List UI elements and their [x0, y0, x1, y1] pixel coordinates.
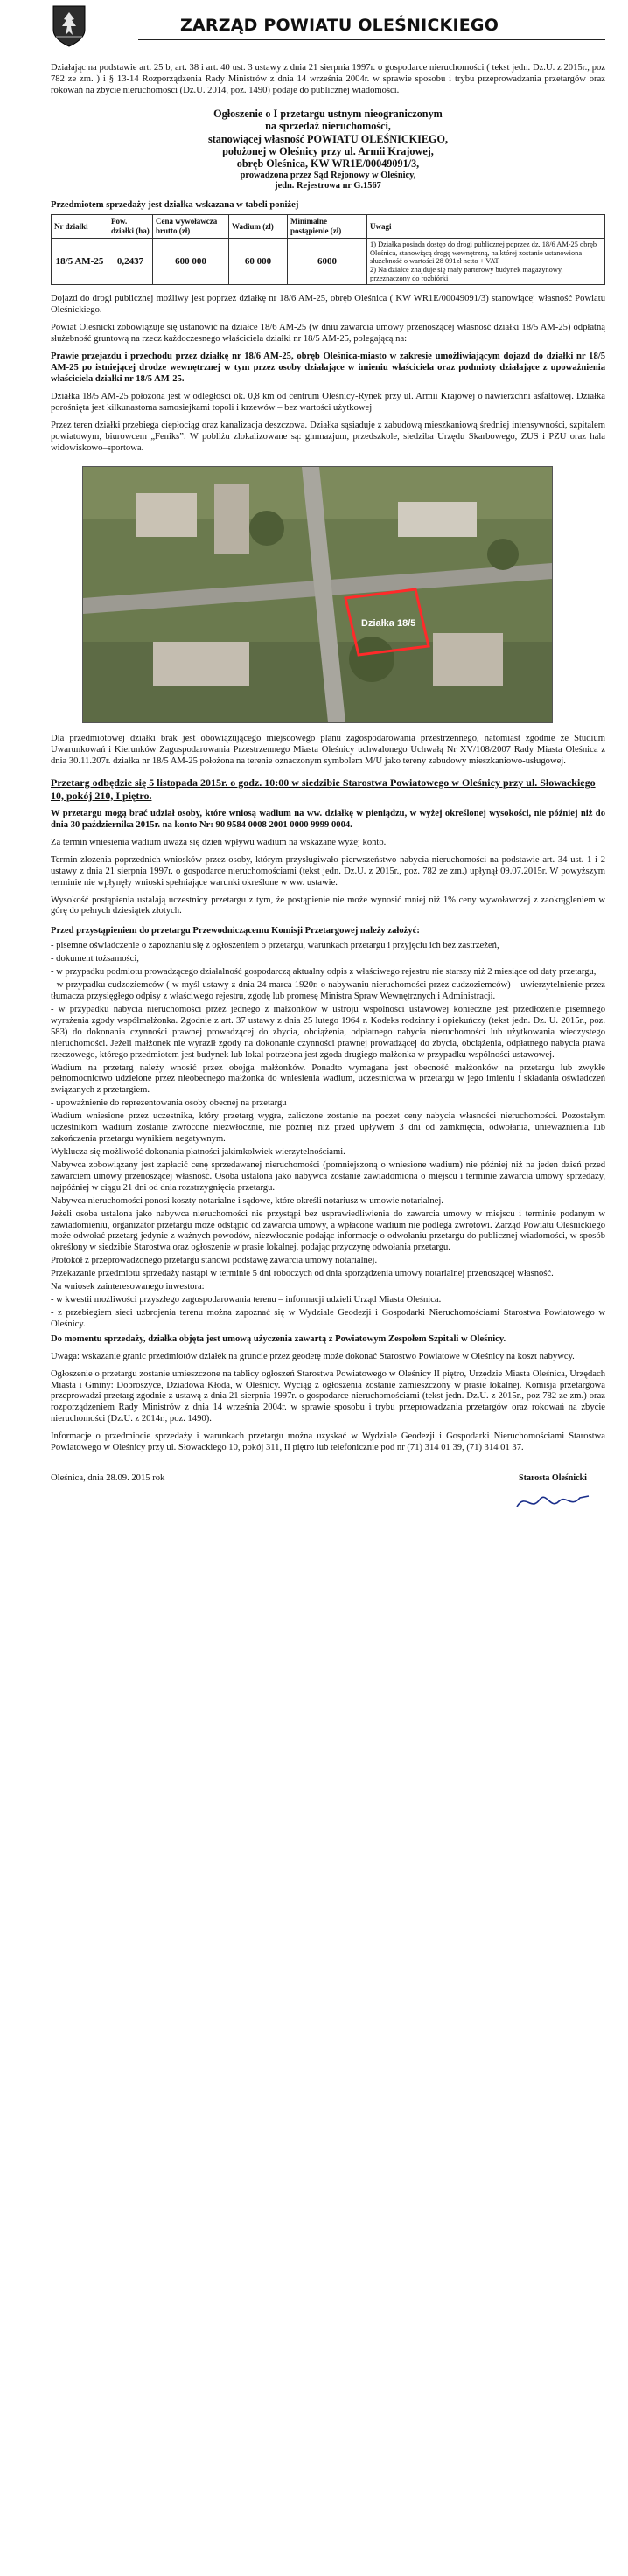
- legal-basis-paragraph: Działając na podstawie art. 25 b, art. 38 i art. 40 ust. 3 ustawy z dnia 21 sierpnia 1997r. o gospodarce nieruchomości ( tekst jedn. Dz.U. z 2015r., poz 782 ze zm. ) i § 13-14 Rozporządzenia Rady Ministrów z dnia 14 września 2004r. w sprawie sposobu i trybu przeprowadzania przetargów oraz rokowań na zbycie nieruchomości (Dz.U. 2014, poz. 1490) podaje do publicznej wiadomości.: [51, 63, 605, 95]
- list-item: Na wniosek zainteresowanego inwestora:: [51, 1282, 205, 1292]
- list-item: Wyklucza się możliwość dokonania płatności jakimkolwiek wierzytelnościami.: [51, 1146, 345, 1157]
- deposit-paragraph: W przetargu mogą brać udział osoby, które wniosą wadium na ww. działkę w pieniądzu, w wyżej określonej wysokości, nie później niż do dnia 30 października 2015r. na konto Nr: 90 9584 0008 2001 0000 9999 0004.: [51, 809, 605, 830]
- list-item: - pisemne oświadczenie o zapoznaniu się z ogłoszeniem o przetargu, warunkach przetargu i przyjęciu ich bez zastrzeżeń,: [51, 941, 499, 951]
- list-item: - w przypadku podmiotu prowadzącego działalność gospodarczą aktualny odpis z właściwego rejestru nie starszy niż 2 miesiące od daty przetargu,: [51, 967, 597, 978]
- remark-2: 2) Na działce znajduje się mały parterowy budynek magazynowy, przeznaczony do rozbiórki: [370, 266, 563, 282]
- aerial-photo: [82, 466, 553, 723]
- list-item: - w kwestii możliwości przyszłego zagospodarowania terenu – informacji udzieli Urząd Miasta Oleśnica.: [51, 1295, 442, 1305]
- deposit-note: Za termin wniesienia wadium uważa się dzień wpływu wadium na wskazane wyżej konto.: [51, 837, 387, 847]
- priority-term-paragraph: Termin złożenia poprzednich wniosków przez osoby, którym przysługiwało pierwszeństwo nabycia nieruchomości na podstawie art. 34 ust. 1 i 2 ustawy z dnia 21 sierpnia 1997r. o gospodarce nieruchomościami (tekst jedn. Dz.U. z 2015r., poz. 782 ze zm.) upłynął 09.07.2015r. W powyższym terminie nie wpłynęły wnioski spełniające warunki określone w ww. ustawie.: [51, 854, 605, 888]
- lease-note: Do momentu sprzedaży, działka objęta jest umową użyczenia zawartą z Powiatowym Zespołem Szpitali w Oleśnicy.: [51, 1333, 506, 1344]
- cell-remarks: [367, 239, 605, 285]
- list-item: Wadium wniesione przez uczestnika, który przetarg wygra, zaliczone zostanie na poczet ceny nabycia własności nieruchomości. Pozostałym uczestnikom wadium zostanie zwrócone niezwłocznie, nie później niż przed upływem 3 dni od zamknięcia, odwołania, unieważnienia lub zakończenia przetargu wynikiem negatywnym.: [51, 1111, 605, 1145]
- cell-min-bid: 6000: [288, 239, 367, 285]
- cell-deposit: 60 000: [229, 239, 288, 285]
- closing-paragraph: Ogłoszenie o przetargu zostanie umieszczone na tablicy ogłoszeń Starostwa Powiatowego w Oleśnicy II piętro, Urzędzie Miasta Oleśnica, Urzędach Miasta i Gminy: Dobroszyce, Dziadowa Kłoda, w Oleśnicy. Wyciąg z ogłoszenia zostanie zamieszczony w prasie lokalnej. Komisja przetargowa przeprowadzi przetarg zgodnie z ustawą z dnia 21 sierpnia 1997r. o gospodarce nieruchomościami (tekst jedn. Dz.U. z 2015r., poz 782 ze zm.) oraz rozporządzeniem Rady Ministrów z dnia 14 września 2004r. w sprawie sposobu i trybu przeprowadzania przetargów oraz rokowań na zbycie nieruchomości (Dz.U. z 2014r., poz. 1490).: [51, 1368, 605, 1424]
- list-item: - w przypadku nabycia nieruchomości przez jednego z małżonków w ustroju wspólności ustawowej konieczne jest przedłożenie pisemnego wyrażenia zgody współmałżonka. Zgodnie z art. 37 ustawy z dnia 25 lutego 1964 r. Kodeks rodzinny i opiekuńczy (tekst jedn. Dz. U. 2015r., poz. 583) do dokonania czynności prawnej prowadzącej do zbycia, obciążenia, odpłatnego nabycia nieruchomości lub użytkowania wieczystego nieruchomości. Jeżeli małżonek nie wyraził zgody na dokonanie czynności prawnej prowadzącej do zbycia, obciążenia, odpłatnego nabycia prawa rzeczowego, którego przedmiotem jest budynek lub lokal potrzebna jest zgoda drugiego małżonka w przypadku wspólności ustawowej.: [51, 1004, 605, 1060]
- list-item: Jeżeli osoba ustalona jako nabywca nieruchomości nie przystąpi bez usprawiedliwienia do zawarcia umowy w miejscu i terminie podanym w zawiadomieniu, organizator przetargu może odstąpić od zawarcia umowy, a wpłacone wadium nie podlega zwrotowi. Zarząd Powiatu Oleśnickiego może odwołać przetarg jedynie z ważnych powodów, niezwłocznie podając informacje o odwołaniu przetargu do publicznej wiadomości, w sposób określony w siedzibie Starostwa oraz ogłoszenie w prasie lokalnej, podając przyczynę odwołania przetargu.: [51, 1208, 605, 1253]
- list-item: - upoważnienie do reprezentowania osoby obecnej na przetargu: [51, 1098, 287, 1109]
- access-paragraph: Dojazd do drogi publicznej możliwy jest poprzez działkę nr 18/6 AM-25, obręb Oleśnica ( KW WR1E/00049091/3) stanowiącej własność Powiatu Oleśnickiego.: [51, 294, 605, 316]
- header-min-bid: Minimalne postąpienie (zł): [288, 215, 367, 239]
- list-item: Wadium na przetarg należy wnosić przez obojga małżonków. Ponadto wymagana jest obecność małżonków na przetargu lub zwykłe pełnomocnictwo udzielone przez nieobecnego małżonka do wniesienia wadium, uczestnictwa w przetargu w jego imieniu i składania oświadczeń związanych z przetargiem.: [51, 1062, 605, 1096]
- county-crest-icon: [52, 5, 86, 47]
- announcement-line-1: Ogłoszenie o I przetargu ustnym nieograniczonym: [213, 107, 443, 120]
- announcement-line-2: na sprzedaż nieruchomości,: [265, 120, 391, 133]
- announcement-line-4: położonej w Oleśnicy przy ul. Armii Krajowej,: [222, 144, 434, 157]
- easement-paragraph: Powiat Oleśnicki zobowiązuje się ustanowić na działce 18/6 AM-25 (w dniu zawarcia umowy przenoszącej własność działki 18/5 AM-25) odpłatną służebność gruntową na rzecz każdoczesnego właściciela działki nr 18/5 AM-25, polegającą na:: [51, 323, 605, 345]
- remark-1: 1) Działka posiada dostęp do drogi publicznej poprzez dz. 18/6 AM-25 obręb Oleśnica, stanowiącą drogę wewnętrzną, na której zostanie ustanowiona służebność o wartości 28 091zł netto + VAT: [370, 240, 597, 266]
- list-item: Protokół z przeprowadzonego przetargu stanowi podstawę zawarcia umowy notarialnej.: [51, 1256, 378, 1266]
- announcement-line-5: obręb Oleśnica, KW WR1E/00049091/3,: [236, 157, 420, 171]
- announcement-line-7: jedn. Rejestrowa nr G.1567: [275, 180, 381, 191]
- auction-date-line: Przetarg odbędzie się 5 listopada 2015r. o godz. 10:00 w siedzibie Starostwa Powiatowego w Oleśnicy przy ul. Słowackiego 10, pokój 210, I piętro.: [51, 776, 596, 802]
- cell-parcel: 18/5 AM-25: [52, 239, 108, 285]
- header-divider: [138, 39, 605, 40]
- list-item: - z przebiegiem sieci uzbrojenia terenu można zapoznać się w Wydziale Geodezji i Gospodarki Nieruchomościami Starostwa Powiatowego w Oleśnicy.: [51, 1307, 605, 1329]
- closing-paragraph: Uwaga: wskazanie granic przedmiotów działek na gruncie przez geodetę może dokonać Starostwo Powiatowe w Oleśnicy na koszt nabywcy.: [51, 1351, 575, 1361]
- announcement-heading: [51, 108, 605, 191]
- closing-paragraph: Informacje o przedmiocie sprzedaży i warunkach przetargu można uzyskać w Wydziale Geodezji i Gospodarki Nieruchomościami Starostwa Powiatowego w Oleśnicy przy ul. Słowackiego 10, pokój 311, II piętro lub telefonicznie pod nr (71) 314 01 39, (71) 314 01 37.: [51, 1431, 605, 1453]
- document-footer: [51, 1473, 605, 1517]
- header-deposit: Wadium (zł): [229, 215, 288, 239]
- location-paragraph: Działka 18/5 AM-25 położona jest w odległości ok. 0,8 km od centrum Oleśnicy-Rynek przy ul. Armii Krajowej o nawierzchni asfaltowej. Działka porośnięta jest kilkunastoma samosiejkami topoli i krzewów – bez wartości użytkowej: [51, 391, 605, 413]
- signature-block: [500, 1473, 605, 1517]
- header-area: Pow. działki (ha): [108, 215, 153, 239]
- cell-area: 0,2437: [108, 239, 153, 285]
- table-row: [52, 239, 605, 285]
- zoning-paragraph: Dla przedmiotowej działki brak jest obowiązującego miejscowego planu zagospodarowania przestrzennego, natomiast zgodnie ze Studium Uwarunkowań i Kierunków Zagospodarowania Przestrzennego Miasta Oleśnicy uchwalonego Uchwałą Nr XV/108/2007 Rady Miasta Oleśnica z dnia 30.11.207r. działka nr 18/5 AM-25 położona na terenie oznaczonym symbolem M/U jako tereny zabudowy mieszkaniowo-usługowej.: [51, 734, 605, 767]
- requirements-list: [51, 941, 605, 1331]
- requirements-title: Przed przystąpieniem do przetargu Przewodniczącemu Komisji Przetargowej należy założyć:: [51, 926, 420, 936]
- announcement-line-3: stanowiącej własność POWIATU OLEŚNICKIEGO,: [207, 132, 448, 145]
- list-item: - dokument tożsamości,: [51, 954, 139, 964]
- announcement-line-6: prowadzona przez Sąd Rejonowy w Oleśnicy,: [240, 170, 416, 180]
- signature-title: Starosta Oleśnicki: [519, 1473, 587, 1484]
- place-date: Oleśnica, dnia 28.09. 2015 rok: [51, 1473, 165, 1484]
- table-header-row: [52, 215, 605, 239]
- list-item: Nabywca nieruchomości ponosi koszty notarialne i sądowe, które określi notariusz w umowie notarialnej.: [51, 1195, 443, 1206]
- photo-plot-label: Działka 18/5: [361, 618, 416, 630]
- table-title: Przedmiotem sprzedaży jest działka wskazana w tabeli poniżej: [51, 200, 299, 211]
- list-item: Nabywca zobowiązany jest zapłacić cenę sprzedawanej nieruchomości (pomniejszoną o wniesione wadium) nie później niż na jeden dzień przed zawarciem umowy przenoszącej własność. Osoba ustalona jako nabywca zostanie zawiadomiona o miejscu i terminie zawarcia umowy sprzedaży, najpóźniej w ciągu 21 dni od dnia rozstrzygnięcia przetargu.: [51, 1159, 605, 1193]
- plot-table: [51, 214, 605, 285]
- list-item: - w przypadku cudzoziemców ( w myśl ustawy z dnia 24 marca 1920r. o nabywaniu nieruchomości przez cudzoziemców) – uwierzytelnienie przez tłumacza przysięgłego odpisy z właściwego rejestru, zgodę lub promesę Ministra Spraw Wewnętrznych i Administracji.: [51, 980, 605, 1001]
- header-remarks: Uwagi: [367, 215, 605, 239]
- header-parcel: Nr działki: [52, 215, 108, 239]
- surroundings-paragraph: Przez teren działki przebiega ciepłociąg oraz kanalizacja deszczowa. Działka sąsiaduje z zabudową mieszkaniową średniej intensywności, szpitalem powiatowym, biurowcem „Feniks”. W pobliżu zlokalizowane są: gimnazjum, przedszkole, siedziba Urzędu Skarbowego, ZUS i PZU oraz hala widowiskowo–sportowa.: [51, 420, 605, 453]
- handwritten-signature-icon: [513, 1487, 592, 1514]
- cell-price: 600 000: [153, 239, 229, 285]
- announcement-document: [51, 0, 605, 1517]
- aerial-photo-image: [83, 467, 552, 722]
- easement-terms-paragraph: Prawie przejazdu i przechodu przez działkę nr 18/6 AM-25, obręb Oleśnica-miasto w zakresie umożliwiającym dojazd do działki nr 18/5 AM-25 po istniejącej drodze wewnętrznej w tym przez osoby działające w imieniu właściciela oraz podmioty działające z upoważnienia właściciela działki nr 18/5 AM-25.: [51, 352, 605, 384]
- header-price: Cena wywoławcza brutto (zł): [153, 215, 229, 239]
- list-item: Przekazanie przedmiotu sprzedaży nastąpi w terminie 5 dni roboczych od dnia sporządzenia umowy notarialnej przenoszącej własność.: [51, 1269, 554, 1279]
- bid-increment-paragraph: Wysokość postąpienia ustalają uczestnicy przetargu z tym, że postąpienie nie może wynosić mniej niż 1% ceny wywoławczej z zaokrągleniem w górę do pełnych dziesiątek złotych.: [51, 895, 605, 916]
- office-title: ZARZĄD POWIATU OLEŚNICKIEGO: [180, 16, 499, 35]
- document-header: [51, 0, 605, 56]
